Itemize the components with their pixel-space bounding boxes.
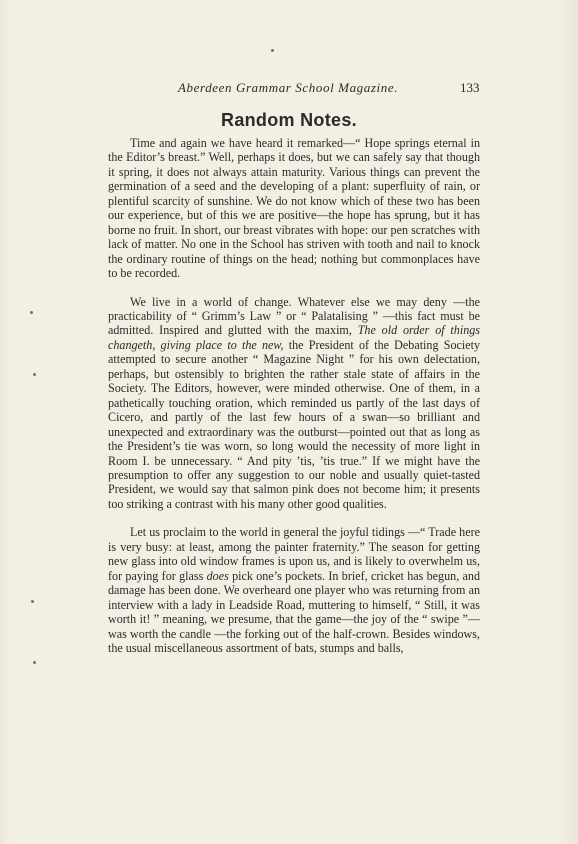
- margin-speck: [30, 311, 33, 314]
- paragraph-3-text-a: Let us proclaim to the world in general the joyful tidings —“ Trade here is very busy: at least, among the painter fraternity.” The season for getting new glass into old window frames is upon us, and is likely to overwhelm us, for paying for glass: [108, 525, 480, 583]
- article-title: Random Notes.: [221, 110, 357, 130]
- margin-speck: [31, 600, 34, 603]
- running-head: [0, 80, 578, 98]
- paragraph-3-text-b: pick one’s pockets. In brief, cricket has begun, and damage has been done. We overheard one player who was returning from an interview with a lady in Leadside Road, muttering to himself, “ Still, it was worth it! ” meaning, we presume, that the game—the joy of the “ swipe ”—was worth the candle —the forking out of the half-crown. Besides windows, the usual miscellaneous assortment of bats, stumps and balls,: [108, 568, 480, 655]
- running-title: Aberdeen Grammar School Magazine.: [178, 80, 399, 95]
- margin-speck: [33, 661, 36, 664]
- paragraph-3-italic-does: does: [206, 568, 229, 583]
- paragraph-3: [108, 525, 480, 655]
- paragraph-2-text-a: We live in a world of change. Whatever else we may deny —the practicability of “ Grimm’s Law ” or “ Palatalising ” —this fact must be admitted. Inspired and glutted with the maxim,: [108, 294, 480, 338]
- paragraph-1: Time and again we have heard it remarked—“ Hope springs eternal in the Editor’s breast.” Well, perhaps it does, but we can safely say that though it spring, it does not always attain maturity. Various things can prevent the germination of a seed and the developing of a plant: superfluity of rain, or plentiful scarcity of sunshine. We do not know which of these two has been our experience, but of this we are positive—the hope has sprung, but it has borne no fruit. In short, our breast vibrates with hope: our pen scratches with lack of matter. No one in the School has striven with tooth and nail to knock the ordinary routine of things on the head; nothing but commonplaces have to be recorded.: [108, 136, 480, 281]
- ink-speck: [271, 49, 274, 52]
- page-number: 133: [460, 80, 480, 95]
- margin-speck: [33, 373, 36, 376]
- article-body: [108, 136, 480, 669]
- paragraph-2-italic-maxim: The old order of things changeth, giving place to the new,: [108, 323, 481, 352]
- paragraph-2-text-b: the President of the Debating Society attempted to secure another “ Magazine Night ” for his own delectation, perhaps, but ostensibly to brighten the rather stale state of affairs in the Society. The Editors, however, were minded otherwise. One of them, in a pathetically touching oration, which reminded us partly of the last days of Cicero, and partly of the last few hours of a swan—so brilliant and unexpected and extraordinary was the outburst—pointed out that as long as the President’s tie was worn, so long would the necessity of more light in Room I. be unnecessary. “ And pity ’tis, ’tis true.” If we might have the presumption to offer any suggestion to our noble and usually quiet-tasted President, we would say that salmon pink does not become him; it presents too striking a contrast with his many other good qualities.: [108, 337, 480, 511]
- paragraph-2: [108, 295, 480, 512]
